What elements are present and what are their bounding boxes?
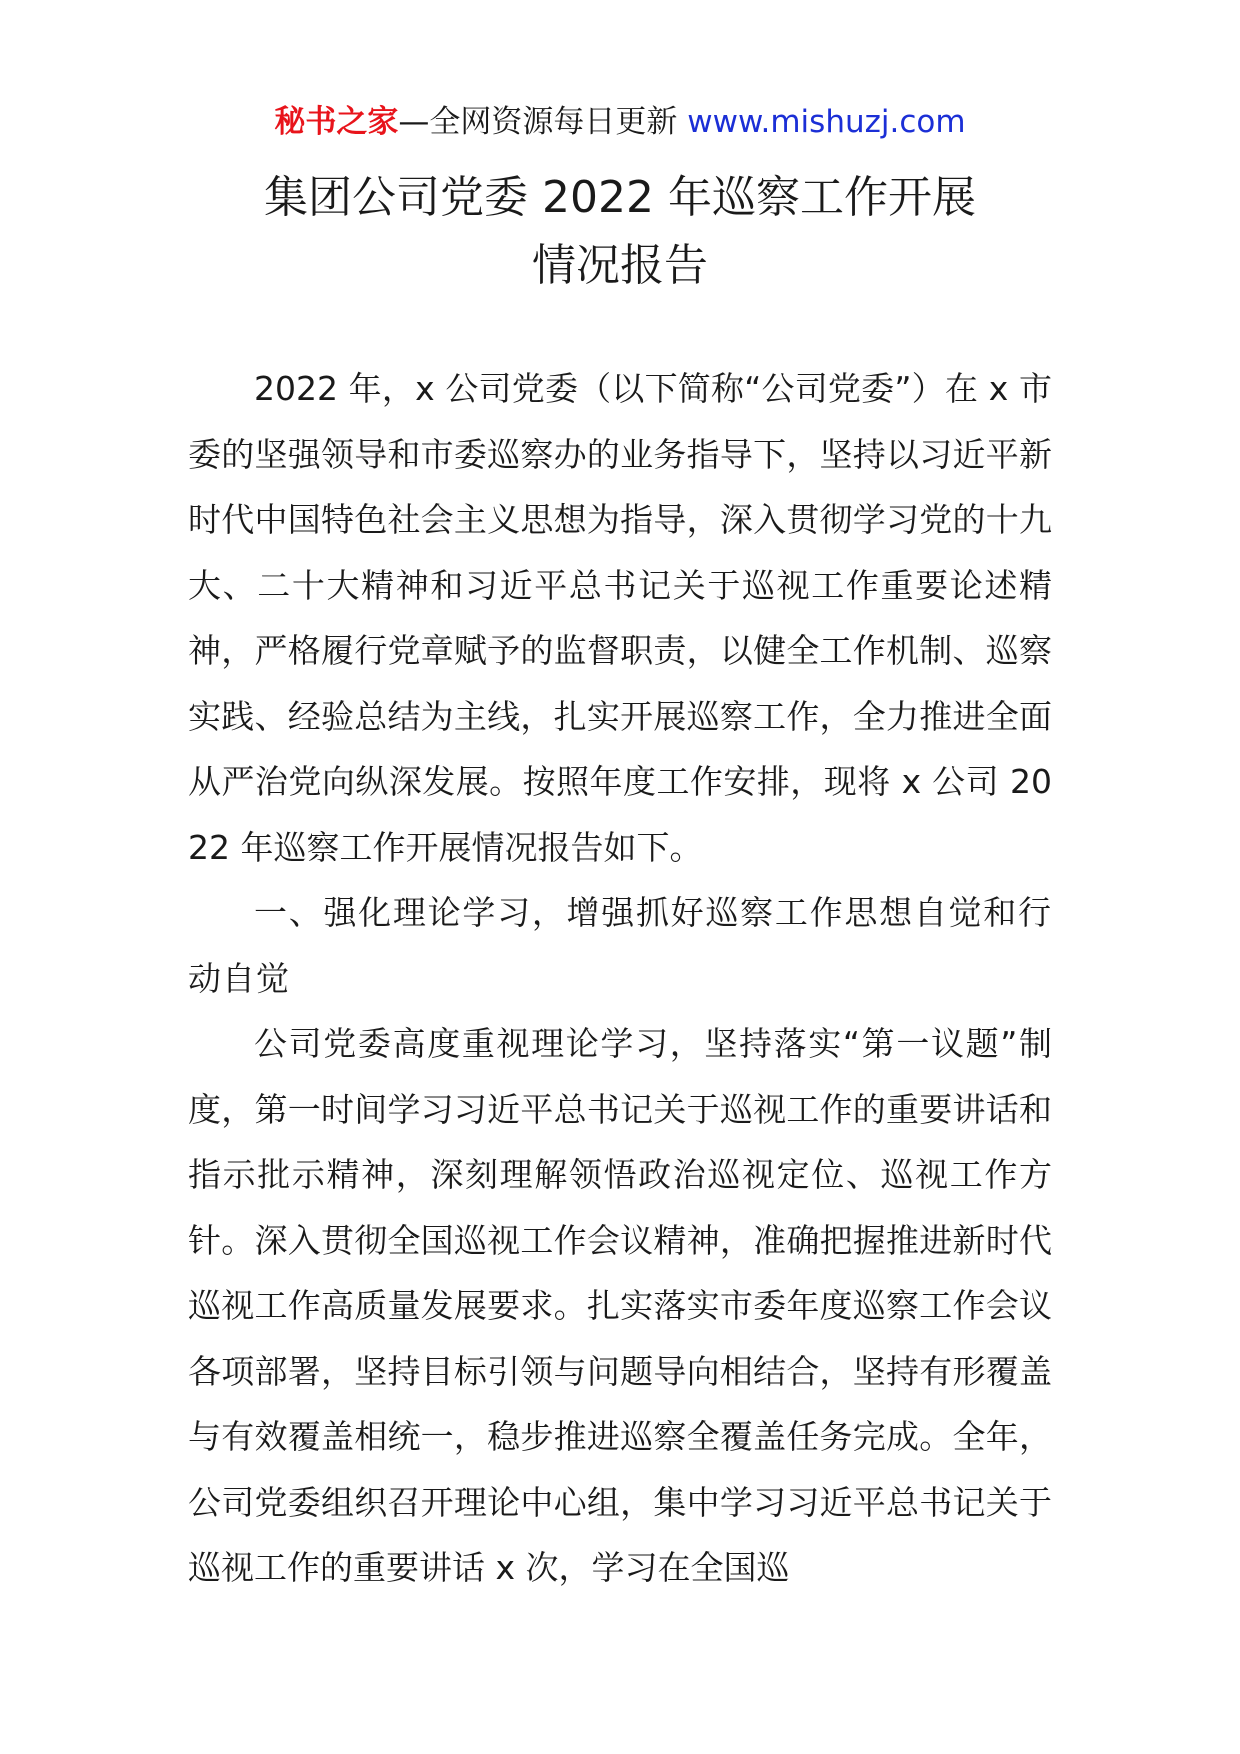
watermark-header — [0, 100, 1240, 144]
paragraph-section-1: 公司党委高度重视理论学习，坚持落实“第一议题”制度，第一时间学习习近平总书记关于巡视工作的重要讲话和指示批示精神，深刻理解领悟政治巡视定位、巡视工作方针。深入贯彻全国巡视工作会议精神，准确把握推进新时代巡视工作高质量发展要求。扎实落实市委年度巡察工作会议各项部署，坚持目标引领与问题导向相结合，坚持有形覆盖与有效覆盖相统一，稳步推进巡察全覆盖任务完成。全年，公司党委组织召开理论中心组，集中学习习近平总书记关于巡视工作的重要讲话 x 次，学习在全国巡 — [188, 1024, 1052, 1587]
header-tagline: —全网资源每日更新 — [398, 104, 688, 140]
title-line-2: 情况报告 — [532, 240, 708, 291]
title-line-1: 集团公司党委 2022 年巡察工作开展 — [264, 172, 976, 223]
brand-name: 秘书之家 — [274, 104, 399, 140]
section-heading-1: 一、强化理论学习，增强抓好巡察工作思想自觉和行动自觉 — [188, 893, 1052, 998]
site-url: www.mishuzj.com — [687, 104, 966, 140]
paragraph-intro: 2022 年，x 公司党委（以下简称“公司党委”）在 x 市委的坚强领导和市委巡察办的业务指导下，坚持以习近平新时代中国特色社会主义思想为指导，深入贯彻学习党的十九大、二十大精神和习近平总书记关于巡视工作重要论述精神，严格履行党章赋予的监督职责，以健全工作机制、巡察实践、经验总结为主线，扎实开展巡察工作，全力推进全面从严治党向纵深发展。按照年度工作安排，现将 x 公司 2022 年巡察工作开展情况报告如下。 — [188, 369, 1052, 867]
document-title — [0, 164, 1240, 300]
document-body — [188, 356, 1052, 1601]
